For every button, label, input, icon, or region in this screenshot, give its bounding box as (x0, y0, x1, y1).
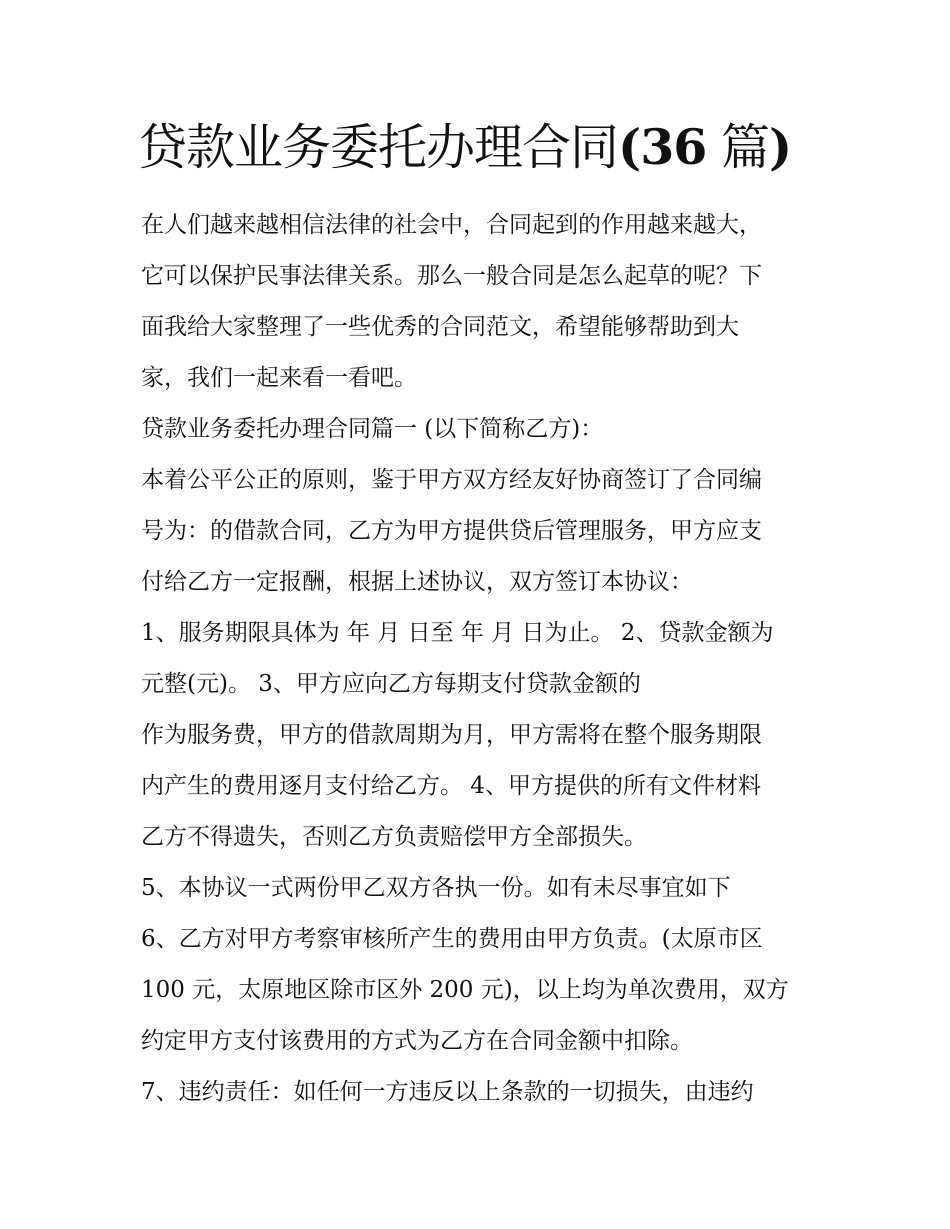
clause-line: 100 元，太原地区除市区外 200 元)，以上均为单次费用，双方 (141, 977, 789, 1003)
body-line: 面我给大家整理了一些优秀的合同范文，希望能够帮助到大 (141, 314, 739, 340)
body-line: 家，我们一起来看一看吧。 (141, 365, 417, 391)
clause-line: 约定甲方支付该费用的方式为乙方在合同金额中扣除。 (141, 1028, 693, 1054)
document-body (141, 200, 831, 1118)
body-line: 在人们越来越相信法律的社会中，合同起到的作用越来越大， (141, 212, 762, 238)
title-main: 贷款业务委托办理合同 (138, 119, 619, 176)
clause-line: 作为服务费，甲方的借款周期为月，甲方需将在整个服务期限 (141, 722, 762, 748)
title-close: ) (768, 118, 792, 176)
title-unit: 篇 (720, 119, 769, 176)
section-heading: 贷款业务委托办理合同篇一 (以下简称乙方)： (141, 416, 604, 442)
clause-line: 内产生的费用逐月支付给乙方。 4、甲方提供的所有文件材料 (141, 773, 761, 799)
clause-line: 7、违约责任：如任何一方违反以上条款的一切损失，由违约 (141, 1079, 754, 1105)
clause-line: 6、乙方对甲方考察审核所产生的费用由甲方负责。(太原市区 (141, 926, 763, 952)
clause-line: 元整(元)。 3、甲方应向乙方每期支付贷款金额的 (141, 671, 641, 697)
body-line: 它可以保护民事法律关系。那么一般合同是怎么起草的呢？下 (141, 263, 762, 289)
body-line: 本着公平公正的原则，鉴于甲方双方经友好协商签订了合同编 (141, 467, 762, 493)
title-count: (36 (618, 118, 707, 176)
body-line: 号为：的借款合同，乙方为甲方提供贷后管理服务，甲方应支 (141, 518, 762, 544)
clause-line: 乙方不得遗失，否则乙方负责赔偿甲方全部损失。 (141, 824, 647, 850)
body-line: 付给乙方一定报酬，根据上述协议，双方签订本协议： (141, 569, 693, 595)
clause-line: 5、本协议一式两份甲乙双方各执一份。如有未尽事宜如下 (141, 875, 731, 901)
document-title (138, 112, 838, 183)
clause-line: 1、服务期限具体为 年 月 日至 年 月 日为止。 2、贷款金额为 (141, 620, 774, 646)
